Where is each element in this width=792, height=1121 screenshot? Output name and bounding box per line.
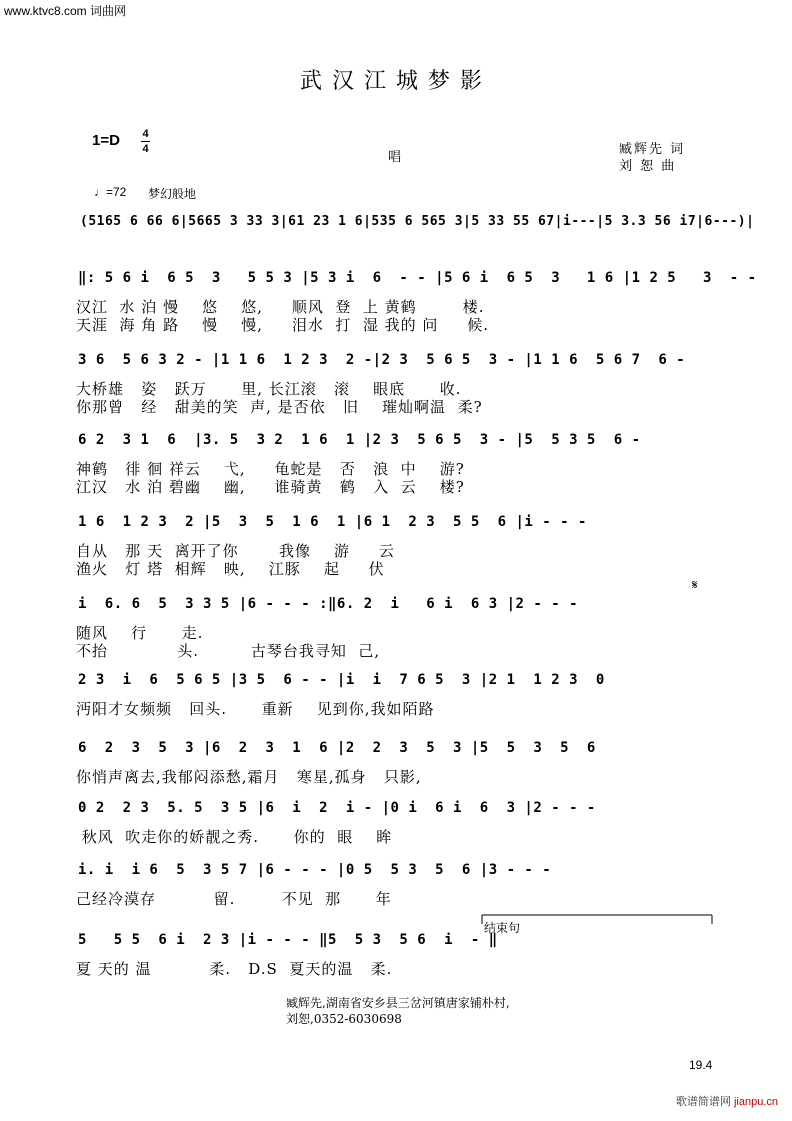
- footer-line-1: 臧辉先,湖南省安乡县三岔河镇唐家铺朴村,: [286, 996, 510, 1010]
- intro-notes: (5165 6 66 6|5665 3 33 3|61 23 1 6|535 6 565 3|5 33 55 67|i---|5 3.3 56 i7|6---)|: [80, 214, 755, 229]
- lyric-line-1: 夏 天的 温 柔. D.S 夏天的温 柔.: [76, 960, 393, 978]
- meter-bottom: 4: [142, 143, 149, 155]
- singer-label: 唱: [388, 150, 402, 165]
- brand-left: 歌谱简谱网: [675, 1096, 731, 1108]
- lyricist-credit: 臧辉先 词: [619, 142, 686, 157]
- page-number: 19.4: [689, 1058, 713, 1072]
- key-signature: 1=D: [92, 132, 120, 149]
- lyric-line-2: 渔火 灯 塔 相辉 映, 江豚 起 伏: [76, 560, 385, 578]
- notes-row: 0 2 2 3 5. 5 3 5 |6 i 2 i - |0 i 6 i 6 3 |2 - - -: [78, 800, 596, 816]
- lyric-line-2: 不抬 头. 古琴台我寻知 己,: [76, 642, 381, 660]
- lyric-line-1: 秋风 吹走你的娇靓之秀. 你的 眼 眸: [76, 828, 393, 846]
- notes-row: 1 6 1 2 3 2 |5 3 5 1 6 1 |6 1 2 3 5 5 6 |i - - -: [78, 514, 587, 530]
- notes-row: 5 5 5 6 i 2 3 |i - - - ‖5 5 3 5 6 i - ‖: [78, 932, 498, 948]
- notes-row: 2 3 i 6 5 6 5 |3 5 6 - - |i i 7 6 5 3 |2 1 1 2 3 0: [78, 672, 605, 688]
- lyric-line-2: 你那曾 经 甜美的笑 声, 是否依 旧 璀灿啊温 柔?: [76, 398, 483, 416]
- lyric-line-1: 神鹤 徘 徊 祥云 弋, 龟蛇是 否 浪 中 游?: [76, 460, 465, 478]
- lyric-line-2: 江汉 水 泊 碧幽 幽, 谁骑黄 鹤 入 云 楼?: [76, 478, 465, 496]
- notes-row: i 6. 6 5 3 3 5 |6 - - - :‖6. 2 i 6 i 6 3 |2 - - -: [78, 596, 579, 612]
- notes-row: 6 2 3 5 3 |6 2 3 1 6 |2 2 3 5 3 |5 5 3 5 6: [78, 740, 596, 756]
- notes-row: 6 2 3 1 6 |3. 5 3 2 1 6 1 |2 3 5 6 5 3 - |5 5 3 5 6 -: [78, 432, 641, 448]
- footer-line-2: 刘恕,0352-6030698: [286, 1012, 402, 1026]
- segno-mark: 𝄋: [692, 578, 698, 593]
- lyric-line-1: 你悄声离去,我郁闷添愁,霜月 寒星,孤身 只影,: [76, 768, 422, 786]
- notes-row: i. i i 6 5 3 5 7 |6 - - - |0 5 5 3 5 6 |3 - - -: [78, 862, 552, 878]
- lyric-line-1: 大桥雄 姿 跃万 里, 长江滚 滚 眼底 收.: [76, 380, 462, 398]
- mood-marking: 梦幻般地: [148, 187, 197, 201]
- coda-label: 结束句: [484, 921, 521, 935]
- lyric-line-1: 己经冷漠存 留. 不见 那 年: [76, 890, 392, 908]
- brand-right: jianpu.cn: [733, 1096, 778, 1108]
- lyric-line-1: 汉江 水 泊 慢 悠 悠, 顺风 登 上 黄鹤 楼.: [76, 298, 485, 316]
- song-title: 武汉江城梦影: [299, 69, 492, 94]
- lyric-line-1: 自从 那 天 离开了你 我像 游 云: [76, 542, 395, 560]
- meter-top: 4: [142, 128, 149, 140]
- lyric-line-1: 沔阳才女频频 回头. 重新 见到你,我如陌路: [76, 700, 435, 718]
- lyric-line-1: 随风 行 走.: [76, 624, 204, 642]
- notes-row: ‖: 5 6 i 6 5 3 5 5 3 |5 3 i 6 - - |5 6 i 6 5 3 1 6 |1 2 5 3 - -: [78, 270, 757, 286]
- site-header: www.ktvc8.com 词曲网: [4, 4, 127, 18]
- notes-row: 3 6 5 6 3 2 - |1 1 6 1 2 3 2 -|2 3 5 6 5 3 - |1 1 6 5 6 7 6 -: [78, 352, 686, 368]
- composer-credit: 刘 恕 曲: [619, 159, 677, 174]
- tempo-marking: ♩=72: [94, 185, 127, 199]
- lyric-line-2: 天涯 海 角 路 慢 慢, 泪水 打 湿 我的 问 候.: [76, 316, 490, 334]
